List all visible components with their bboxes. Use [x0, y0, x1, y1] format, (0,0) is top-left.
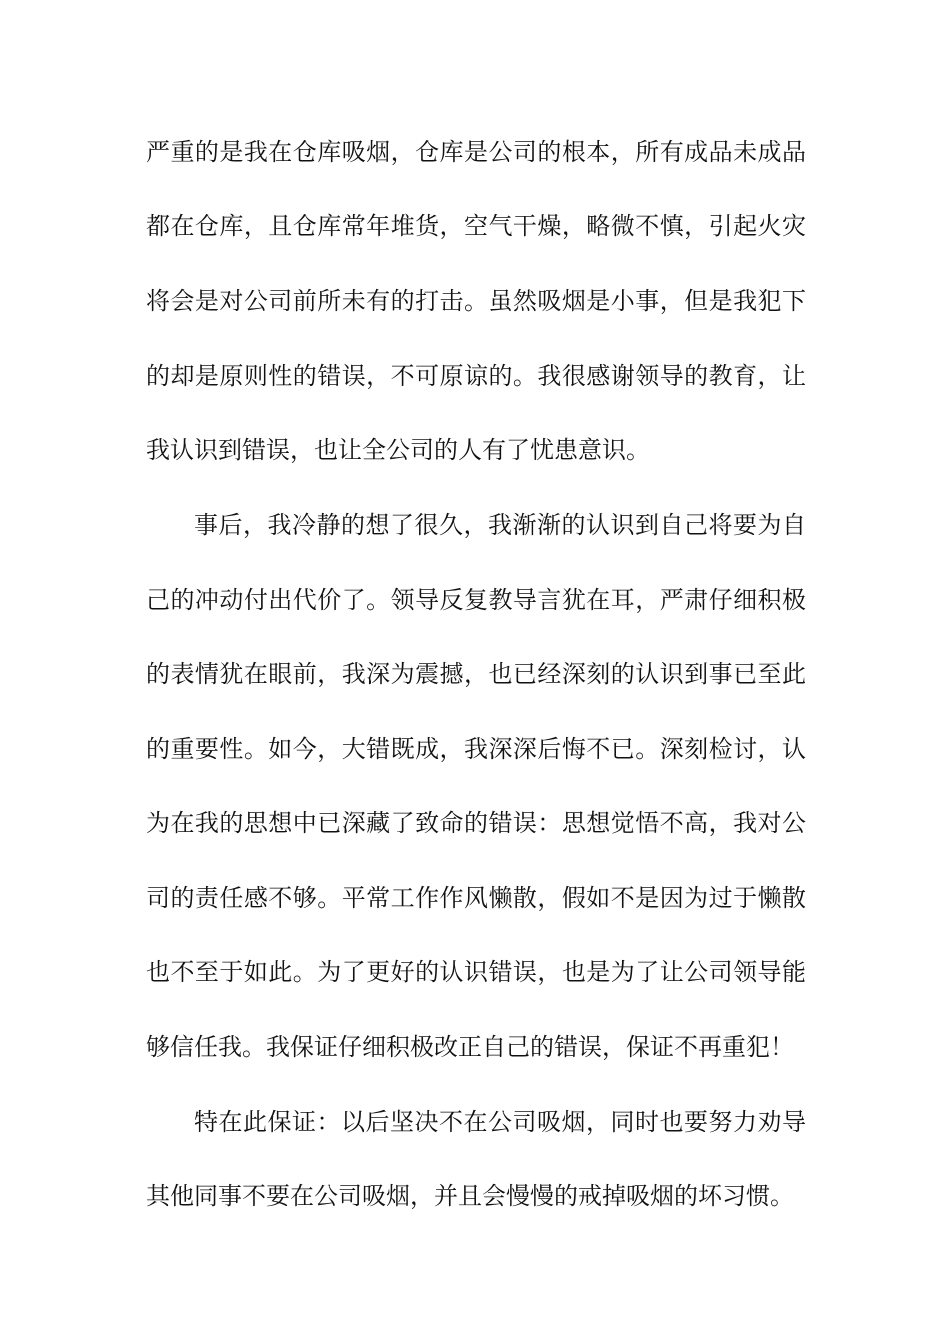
- text-line: 严重的是我在仓库吸烟，仓库是公司的根本，所有成品未成品: [146, 138, 806, 166]
- text-line: 够信任我。我保证仔细积极改正自己的错误，保证不再重犯！: [146, 1033, 794, 1061]
- text-line: 的表情犹在眼前，我深为震撼，也已经深刻的认识到事已至此: [146, 660, 806, 688]
- text-line: 己的冲动付出代价了。领导反复教导言犹在耳，严肃仔细积极: [146, 586, 806, 614]
- text-line: 司的责任感不够。平常工作作风懒散，假如不是因为过于懒散: [146, 884, 806, 912]
- text-line: 的重要性。如今，大错既成，我深深后悔不已。深刻检讨，认: [146, 735, 806, 763]
- text-line: 将会是对公司前所未有的打击。虽然吸烟是小事，但是我犯下: [146, 287, 806, 315]
- text-line: 也不至于如此。为了更好的认识错误，也是为了让公司领导能: [146, 958, 806, 986]
- text-line: 为在我的思想中已深藏了致命的错误：思想觉悟不高，我对公: [146, 809, 806, 837]
- text-line: 的却是原则性的错误，不可原谅的。我很感谢领导的教育，让: [146, 362, 806, 390]
- text-line: 其他同事不要在公司吸烟，并且会慢慢的戒掉吸烟的坏习惯。: [146, 1182, 794, 1210]
- text-line: 都在仓库，且仓库常年堆货，空气干燥，略微不慎，引起火灾: [146, 212, 806, 240]
- text-line: 我认识到错误，也让全公司的人有了忧患意识。: [146, 436, 650, 464]
- text-line: 特在此保证：以后坚决不在公司吸烟，同时也要努力劝导: [194, 1108, 806, 1136]
- text-line: 事后，我冷静的想了很久，我渐渐的认识到自己将要为自: [194, 511, 806, 539]
